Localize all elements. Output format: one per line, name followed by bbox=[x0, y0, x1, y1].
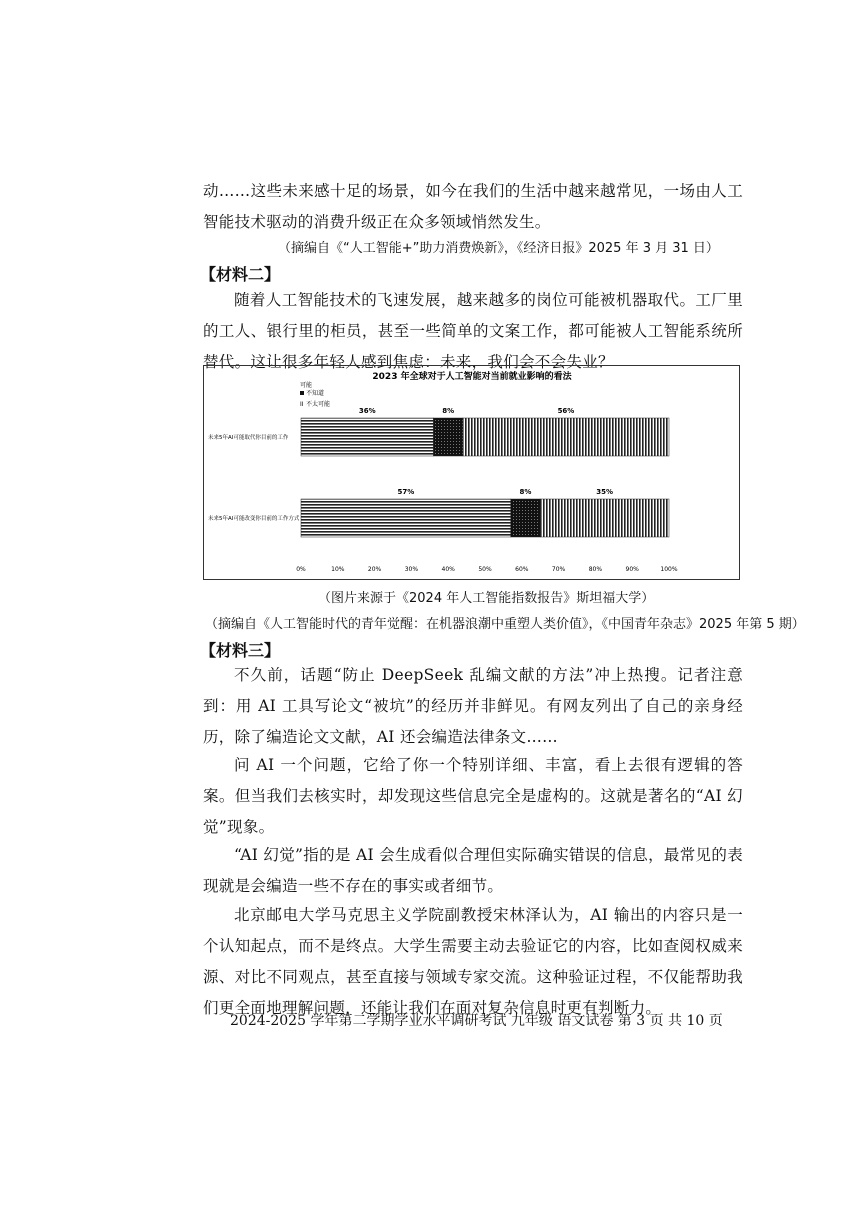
x-tick-label: 30% bbox=[404, 566, 419, 573]
page-footer: 2024-2025 学年第二学期学业水平调研考试 九年级 语文试卷 第 3 页 共 10 页 bbox=[230, 1013, 723, 1029]
legend-swatch-unlikely: II bbox=[300, 401, 304, 408]
category-label: 未来5年AI可能取代你目前的工作 bbox=[208, 435, 289, 441]
value-label: 8% bbox=[442, 407, 455, 415]
material3-paragraph-3: “AI 幻觉”指的是 AI 会生成看似合理但实际确实错误的信息，最常见的表现就是会编造一些不存在的事实或者细节。 bbox=[203, 846, 743, 895]
legend-swatch-unknown bbox=[300, 391, 304, 395]
x-tick-label: 70% bbox=[551, 566, 566, 573]
material2-source: （摘编自《人工智能时代的青年觉醒：在机器浪潮中重塑人类价值》，《中国青年杂志》2025 年第 5 期） bbox=[205, 617, 805, 632]
value-label: 57% bbox=[397, 488, 415, 496]
chart-title: 2023 年全球对于人工智能对当前就业影响的看法 bbox=[372, 372, 572, 382]
x-tick-label: 90% bbox=[625, 566, 639, 573]
material3-paragraph-4: 北京邮电大学马克思主义学院副教授宋林泽认为，AI 输出的内容只是一个认知起点，而不是终点。大学生需要主动去验证它的内容，比如查阅权威来源、对比不同观点，甚至直接与领域专家交流。这种验证过程，不仅能帮助我们更全面地理解问题，还能让我们在面对复杂信息时更有判断力。 bbox=[203, 906, 743, 1017]
x-tick-label: 50% bbox=[478, 566, 492, 573]
image-caption: （图片来源于《2024 年人工智能指数报告》斯坦福大学） bbox=[318, 591, 655, 606]
bar-segment bbox=[540, 499, 669, 537]
legend-item-unlikely: 不太可能 bbox=[306, 401, 331, 408]
x-tick-label: 60% bbox=[515, 566, 529, 573]
material1-text: 动……这些未来感十足的场景，如今在我们的生活中越来越常见，一场由人工智能技术驱动的消费升级正在众多领域悄然发生。 bbox=[203, 182, 743, 231]
bar-segment bbox=[433, 418, 462, 456]
material3-paragraph-2: 问 AI 一个问题，它给了你一个特别详细、丰富，看上去很有逻辑的答案。但当我们去核实时，却发现这些信息完全是虚构的。这就是著名的“AI 幻觉”现象。 bbox=[203, 756, 743, 836]
x-tick-label: 0% bbox=[296, 566, 306, 573]
bar-segment bbox=[463, 418, 669, 456]
material3-paragraph-1: 不久前，话题“防止 DeepSeek 乱编文献的方法”冲上热搜。记者注意到：用 AI 工具写论文“被坑”的经历并非鲜见。有网友列出了自己的亲身经历，除了编造论文文献，AI 还会编造法律条文…… bbox=[203, 666, 743, 746]
job-impact-chart bbox=[204, 366, 739, 579]
legend-item-possible: 可能 bbox=[300, 382, 313, 389]
material3-heading: 【材料三】 bbox=[200, 641, 281, 660]
value-label: 56% bbox=[557, 407, 575, 415]
chart-legend bbox=[300, 381, 330, 408]
material2-text: 随着人工智能技术的飞速发展，越来越多的岗位可能被机器取代。工厂里的工人、银行里的柜员，甚至一些简单的文案工作，都可能被人工智能系统所替代。这让很多年轻人感到焦虑：未来，我们会不会失业？ bbox=[203, 291, 743, 371]
bar-segment bbox=[301, 499, 511, 537]
bar-segment bbox=[301, 418, 433, 456]
material2-heading: 【材料二】 bbox=[200, 265, 281, 284]
bar-segment bbox=[511, 499, 540, 537]
category-label: 未来5年AI可能改变你目前的工作方式 bbox=[208, 516, 300, 522]
x-tick-label: 10% bbox=[331, 566, 345, 573]
value-label: 36% bbox=[358, 407, 376, 415]
value-label: 35% bbox=[596, 488, 613, 496]
x-tick-label: 80% bbox=[588, 566, 603, 573]
x-tick-label: 100% bbox=[660, 566, 678, 573]
x-tick-label: 40% bbox=[441, 566, 455, 573]
material1-source: （摘编自《“人工智能+”助力消费焕新》，《经济日报》2025 年 3 月 31 日） bbox=[278, 241, 719, 256]
legend-item-unknown: 不知道 bbox=[306, 390, 325, 397]
chart-frame bbox=[203, 365, 740, 580]
value-label: 8% bbox=[519, 488, 532, 496]
x-tick-label: 20% bbox=[367, 566, 382, 573]
